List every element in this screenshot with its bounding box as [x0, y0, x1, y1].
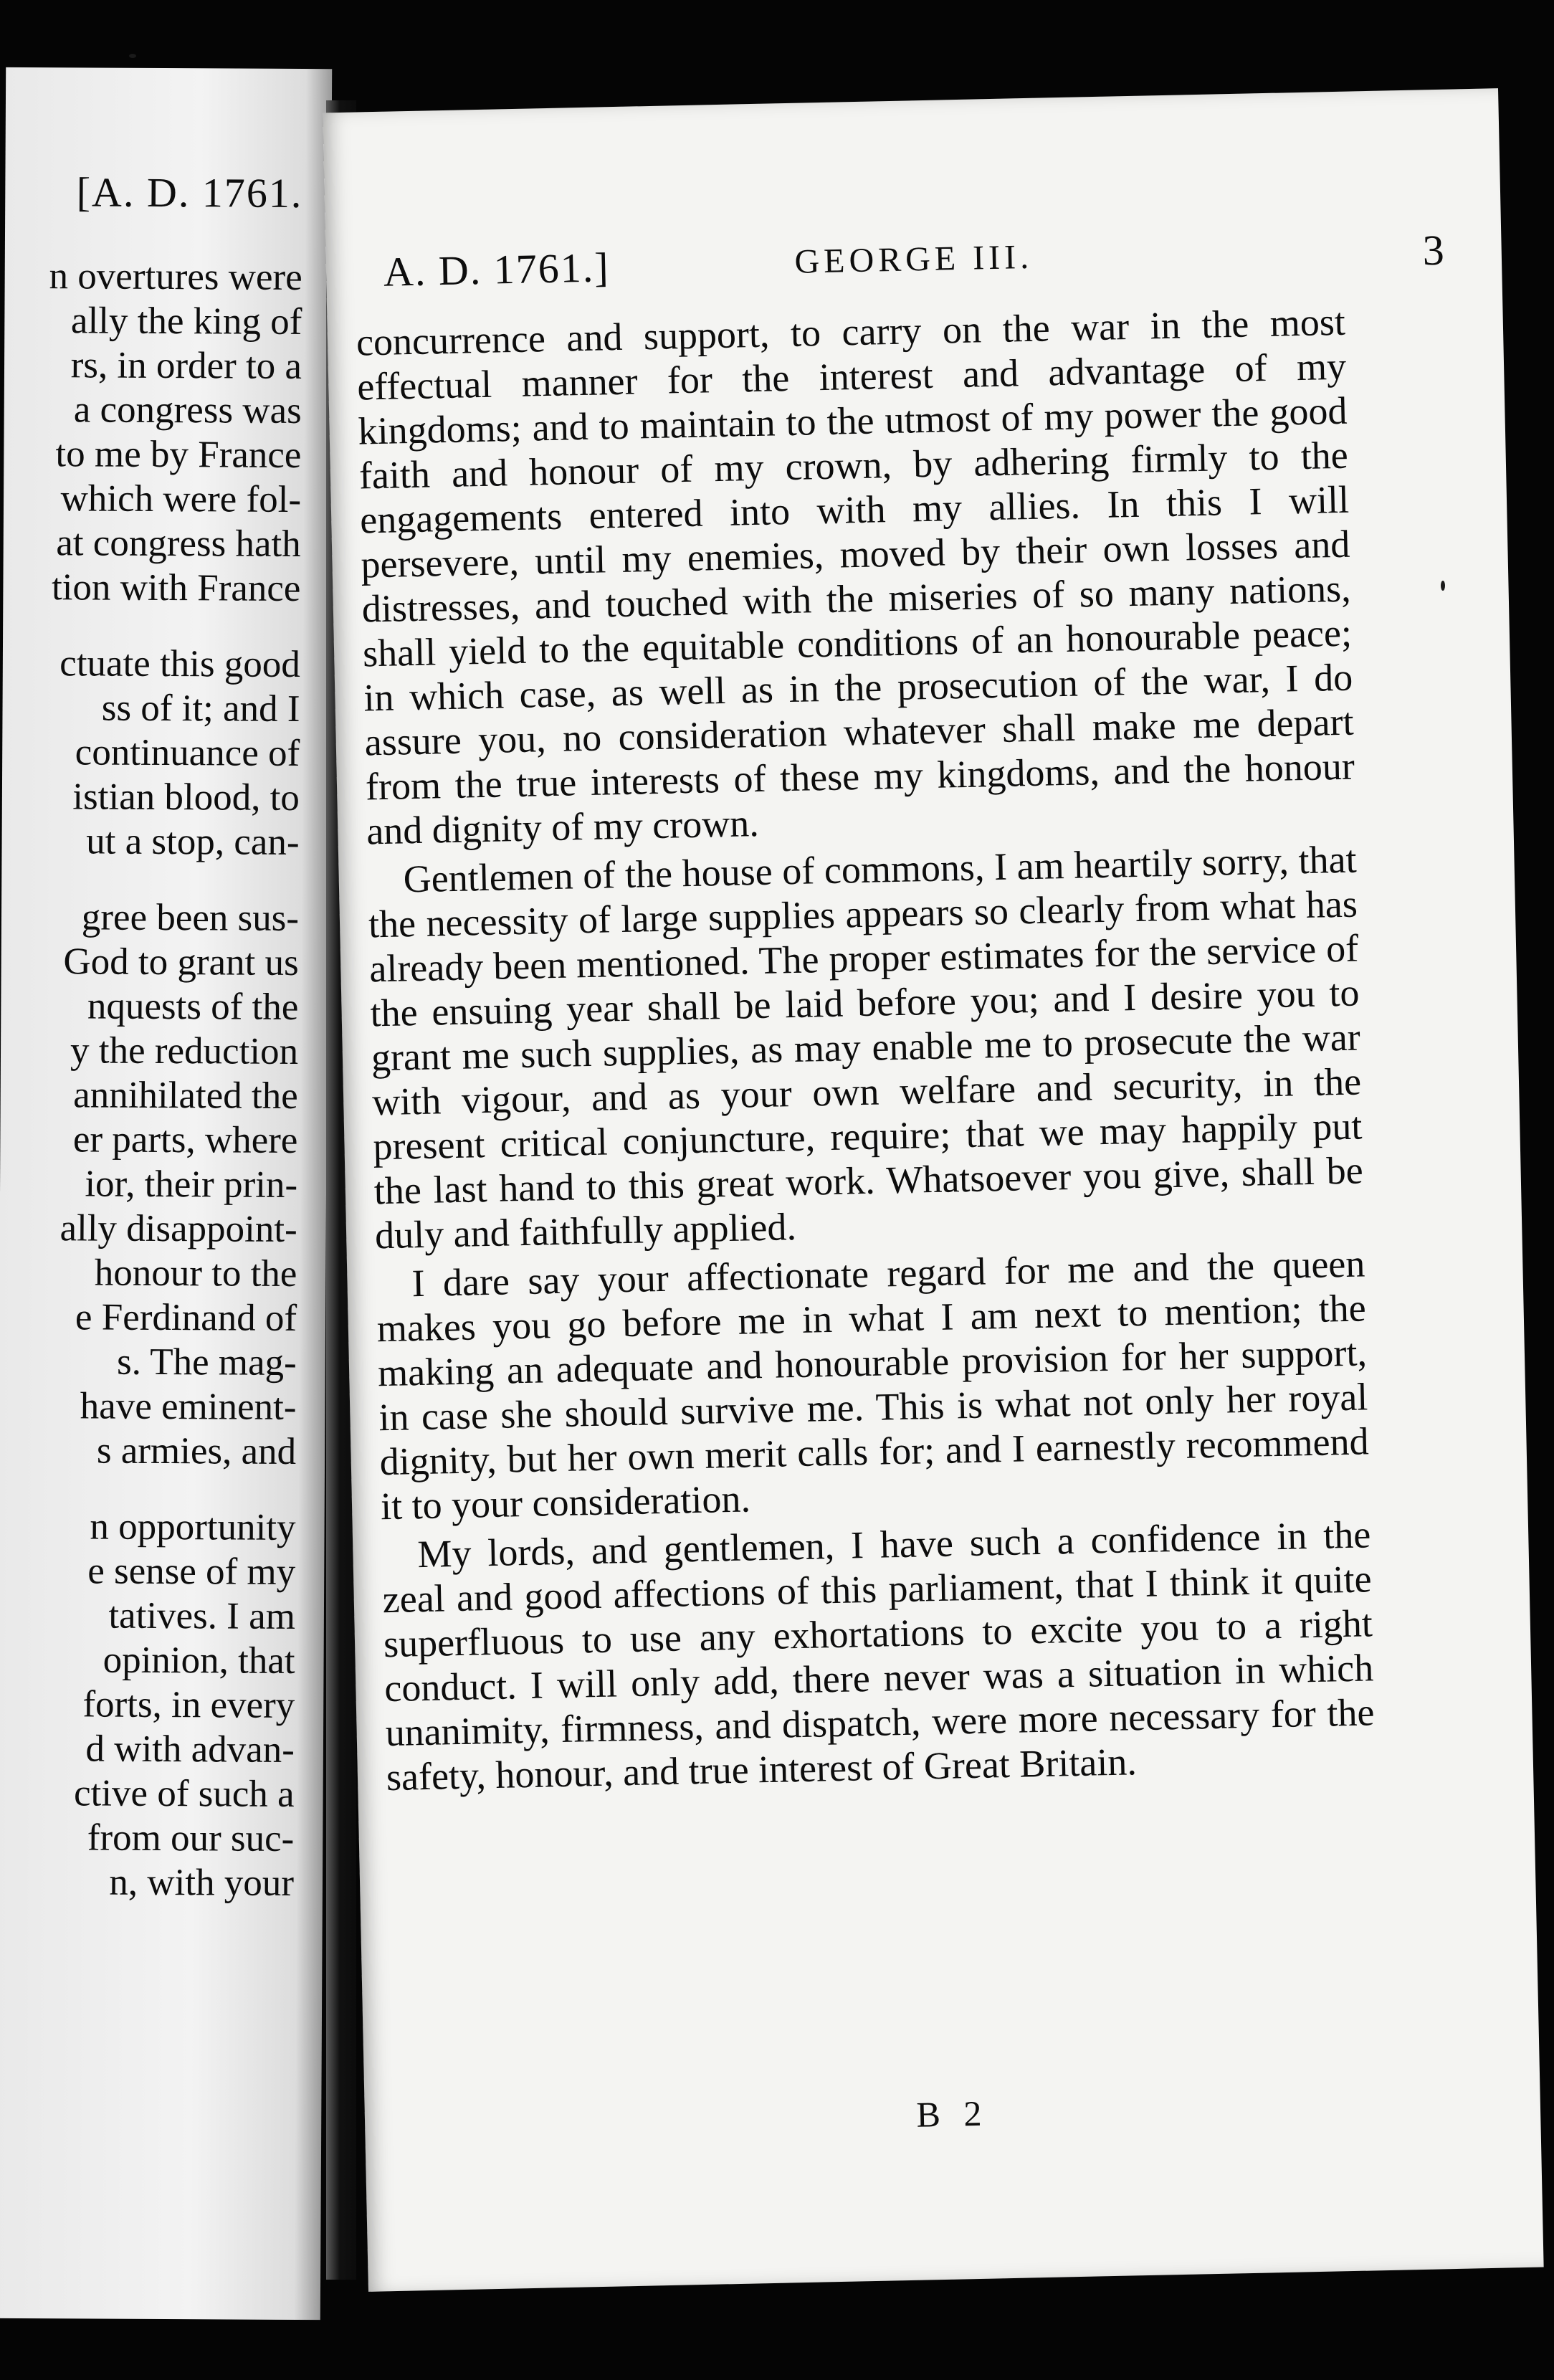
left-page-line: rs, in order to a: [70, 344, 302, 387]
left-page-line: n opportunity: [90, 1505, 296, 1548]
left-page-line: gree been sus-: [81, 896, 300, 939]
left-page-line: ally the king of: [70, 300, 302, 343]
left-page-line: ut a stop, can-: [86, 820, 300, 863]
left-page-line: n overtures were: [49, 255, 302, 298]
left-page-line: opinion, that: [103, 1639, 295, 1682]
left-page-line: which were fol-: [60, 477, 302, 520]
left-page-line: y the reduction: [70, 1029, 299, 1072]
left-page-text: [0, 252, 302, 1905]
scan-speck: [129, 54, 136, 58]
signature-mark: B 2: [915, 2093, 989, 2135]
left-page-line: to me by France: [55, 433, 302, 476]
left-page-fragment: [0, 67, 332, 2320]
running-header: [354, 225, 1473, 299]
left-page-line: forts, in every: [82, 1683, 295, 1726]
left-page-line: nquests of the: [87, 985, 299, 1028]
left-page-line: ctuate this good: [59, 642, 301, 685]
paragraph-2: Gentlemen of the house of commons, I am heartily sorry, that the necessity of large supplies appears so clearly from what has already been mentioned. The proper estimates for the service of the ensuing year shall be laid before you; and I desire you to grant me such supplies, as may enable me to prosecute the war with vigour, and as your own welfare and security, in the present critical conjuncture, require; that we may happily put the last hand to this great work. Whatsoever you give, shall be duly and faithfully applied.: [368, 837, 1364, 1257]
left-page-line: d with advan-: [85, 1728, 295, 1771]
left-page-line: tion with France: [51, 566, 301, 609]
left-page-line: e sense of my: [87, 1550, 296, 1593]
left-page-line: istian blood, to: [72, 776, 300, 819]
left-page-line: tatives. I am: [108, 1594, 296, 1637]
left-page-line: annihilated the: [73, 1074, 298, 1117]
left-page-line: e Ferdinand of: [75, 1296, 297, 1339]
left-page-line: n, with your: [109, 1861, 295, 1904]
left-page-line-gap: [0, 862, 299, 896]
page-number: 3: [1422, 226, 1445, 275]
left-page-line: s armies, and: [96, 1429, 297, 1472]
left-page-header: [A. D. 1761.: [76, 168, 303, 217]
left-page-line: honour to the: [94, 1252, 297, 1295]
left-page-line: ctive of such a: [73, 1772, 295, 1815]
left-page-line: have eminent-: [80, 1385, 297, 1428]
left-page-line: ss of it; and I: [101, 687, 300, 730]
scan-speck: [1441, 581, 1445, 591]
paragraph-1: concurrence and support, to carry on the war in the most effectual manner for the interest and advantage of my kingdoms; and to maintain to the utmost of my power the good faith and honour of my crown, by adhering firmly to the engagements entered into with my allies. In this I will persevere, until my enemies, moved by their own losses and distresses, and touched with the miseries of so many nations, shall yield to the equitable conditions of an honourable peace; in which case, as well as in the prosecution of the war, I do assure you, no consideration whatever shall make me depart from the true interests of these my kingdoms, and the honour and dignity of my crown.: [356, 300, 1355, 853]
header-date: A. D. 1761.]: [383, 244, 611, 295]
left-page-line: God to grant us: [63, 941, 299, 984]
left-page-line: at congress hath: [56, 522, 301, 565]
paragraph-3: I dare say your affectionate regard for me and the queen makes you go before me in what I am next to mention; the making an adequate and honourable provision for her support, in case she should survive me. This is what not only her royal dignity, but her own merit calls for; and I earnestly recommend it to your consideration.: [376, 1242, 1370, 1528]
left-page-line-gap: [0, 1471, 296, 1505]
left-page-line: from our suc-: [87, 1817, 295, 1860]
header-title: GEORGE III.: [793, 237, 1034, 281]
body-text: [356, 300, 1376, 1799]
left-page-line-gap: [0, 608, 300, 642]
left-page-line: ior, their prin-: [85, 1163, 298, 1206]
paragraph-4: My lords, and gentlemen, I have such a confidence in the zeal and good affections of this parliament, that I think it quite superfluous to use any exhortations to excite you to a right conduct. I will only add, there never was a situation in which unanimity, firmness, and dispatch, were more necessary for the safety, honour, and true interest of Great Britain.: [382, 1513, 1376, 1799]
left-page-line: continuance of: [75, 731, 300, 774]
left-page-line: s. The mag-: [116, 1341, 297, 1384]
left-page-line: ally disappoint-: [59, 1207, 297, 1250]
left-page-line: a congress was: [73, 389, 302, 432]
right-page: [323, 88, 1543, 2292]
left-page-line: er parts, where: [72, 1118, 298, 1161]
